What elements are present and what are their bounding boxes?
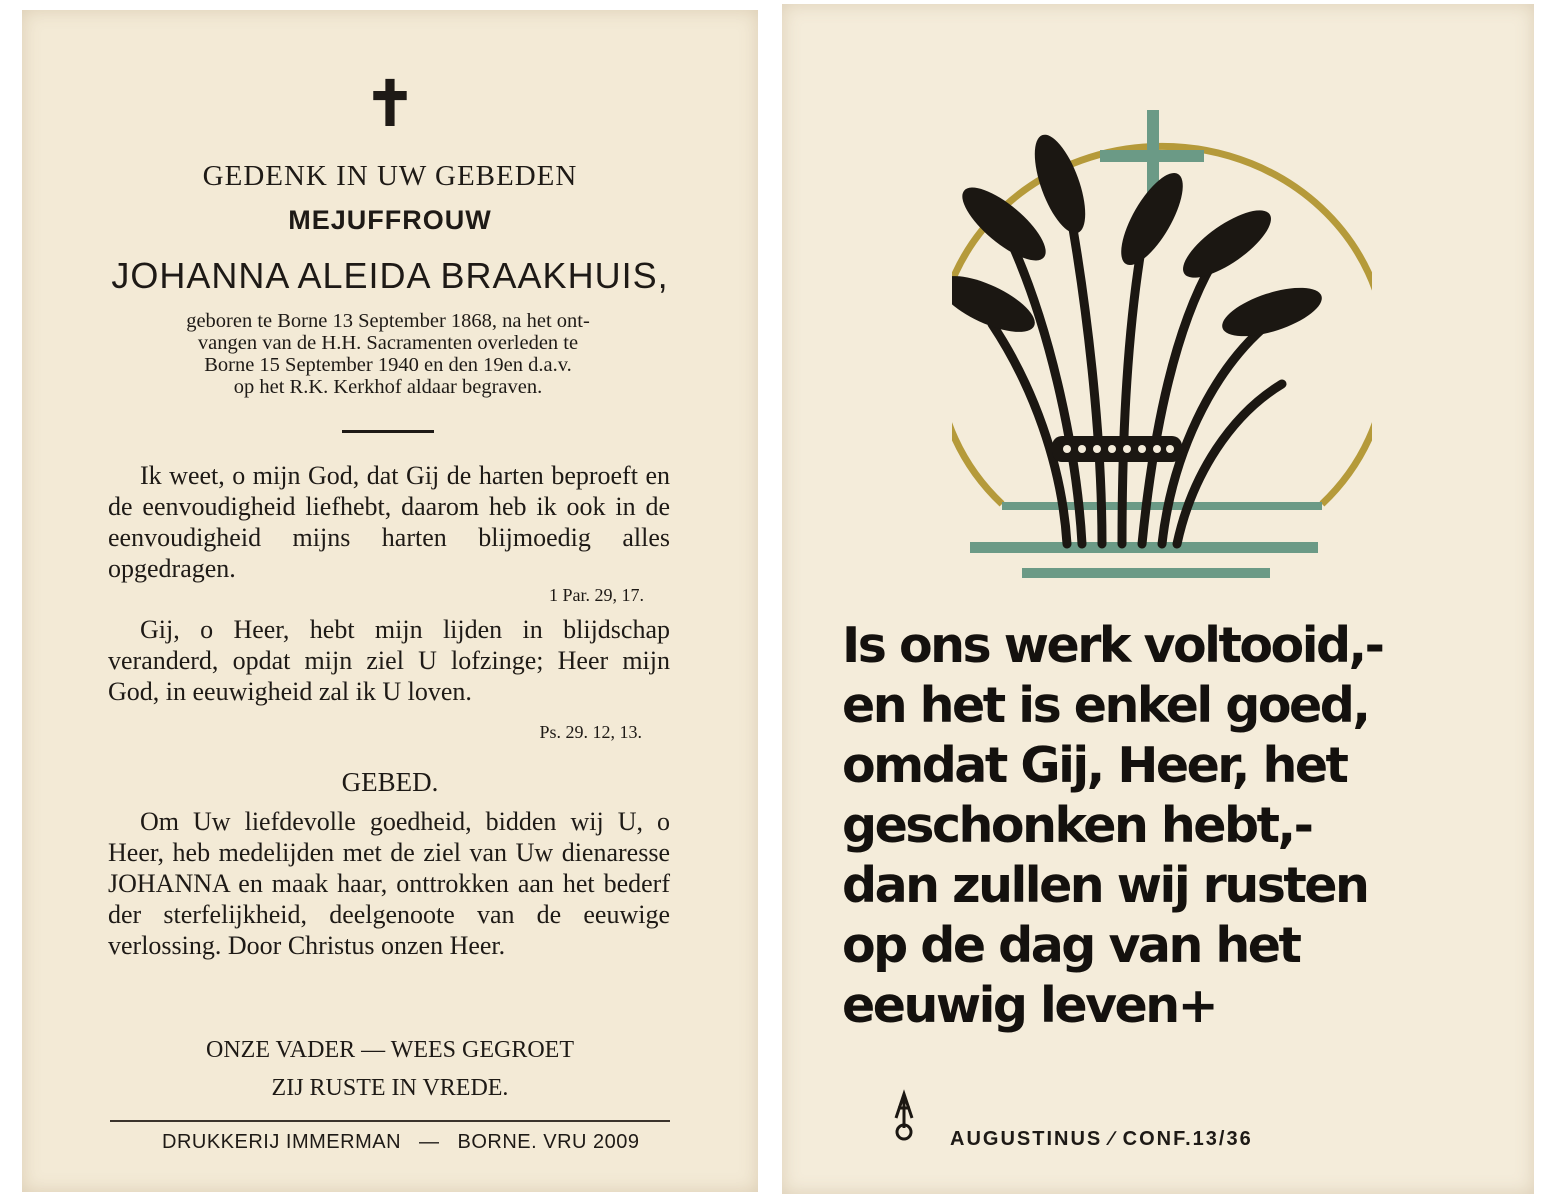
quote-line: en het is enkel goed, bbox=[842, 677, 1369, 734]
printer-place: BORNE. VRU 2009 bbox=[457, 1131, 640, 1153]
bio-line: op het R.K. Kerkhof aldaar begraven. bbox=[233, 376, 543, 398]
quote-line: dan zullen wij rusten bbox=[842, 857, 1368, 914]
bio-line: vangen van de H.H. Sacramenten overleden te bbox=[197, 332, 579, 354]
quote-line: geschonken hebt,- bbox=[842, 797, 1312, 854]
quote-line: Is ons werk voltooid,- bbox=[842, 617, 1383, 674]
quote-line: op de dag van het bbox=[842, 917, 1300, 974]
closing-prayers: ONZE VADER — WEES GEGROET bbox=[206, 1037, 574, 1063]
prayer-heading: GEBED. bbox=[341, 767, 439, 797]
scripture-reference-2: Ps. 29. 12, 13. bbox=[539, 722, 642, 742]
prayer-text: Om Uw liefdevolle goedheid, bidden wij U, o Heer, heb medelijden met de ziel van Uw dienaresse JOHANNA en maak haar, onttrokken aan het bederf der sterfelijkheid, deelgenoote van de eeuwige verlossing. Door Christus onzen Heer. bbox=[108, 807, 670, 960]
memorial-card-text-side bbox=[22, 10, 758, 1192]
ground-line bbox=[1022, 568, 1270, 578]
quote-line: eeuwig leven+ bbox=[842, 977, 1217, 1034]
deceased-name: JOHANNA ALEIDA BRAAKHUIS, bbox=[111, 255, 669, 296]
divider-long bbox=[110, 1120, 670, 1122]
quote-source: AUGUSTINUS ∕ CONF.13/36 bbox=[950, 1128, 1253, 1150]
cross-icon: ✝ bbox=[364, 71, 416, 139]
printer-dash: — bbox=[419, 1131, 440, 1153]
biography bbox=[108, 310, 668, 398]
scripture-verse-2: Gij, o Heer, hebt mijn lijden in blijdschap veranderd, opdat mijn ziel U lofzinge; Heer mijn God, in eeuwigheid zal ik U loven. bbox=[108, 615, 670, 706]
sheaf-binding bbox=[1052, 436, 1182, 462]
card-heading: GEDENK IN UW GEBEDEN bbox=[202, 160, 578, 192]
memorial-card-image-side bbox=[782, 4, 1534, 1194]
augustine-quote bbox=[842, 616, 1502, 1036]
honorific-title: MEJUFFROUW bbox=[288, 205, 492, 235]
wheat-sheaf-emblem bbox=[952, 84, 1372, 594]
artist-monogram-icon bbox=[886, 1088, 922, 1142]
quote-line: omdat Gij, Heer, het bbox=[842, 737, 1347, 794]
scripture-verse-1: Ik weet, o mijn God, dat Gij de harten beproeft en de eenvoudigheid liefhebt, daarom heb ik ook in de eenvoudigheid mijns harten blijmoedig alles opgedragen. bbox=[108, 461, 670, 583]
rest-in-peace: ZIJ RUSTE IN VREDE. bbox=[271, 1075, 509, 1101]
bio-line: geboren te Borne 13 September 1868, na het ont- bbox=[186, 310, 590, 332]
printer-name: DRUKKERIJ IMMERMAN bbox=[162, 1131, 402, 1153]
ground-line bbox=[1002, 502, 1322, 510]
scripture-reference-1: 1 Par. 29, 17. bbox=[548, 585, 644, 605]
divider-short bbox=[342, 430, 434, 433]
printer-imprint bbox=[162, 1131, 722, 1154]
bio-line: Borne 15 September 1940 en den 19en d.a.v. bbox=[204, 354, 572, 376]
